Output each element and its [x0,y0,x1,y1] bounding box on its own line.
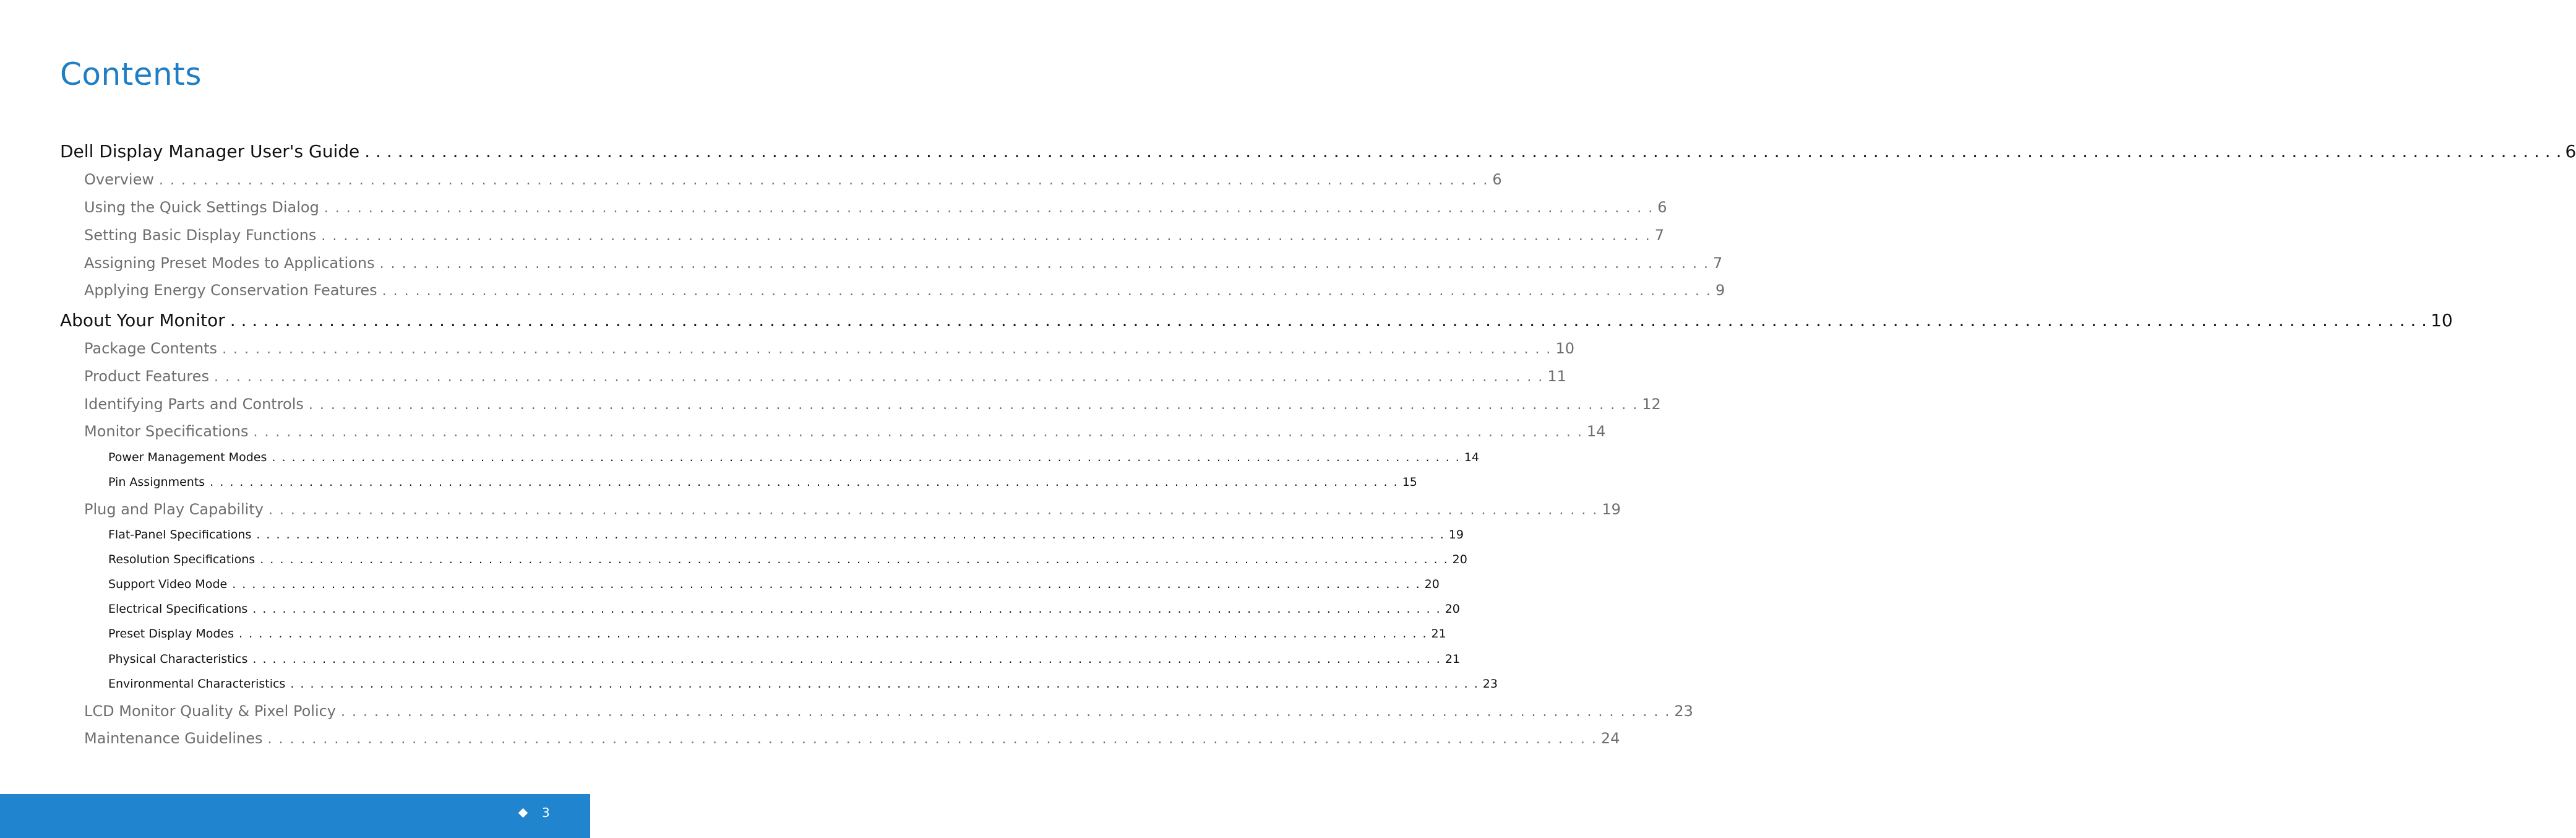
toc-entry[interactable] [84,368,1566,385]
toc-entry[interactable] [84,227,1665,244]
toc-entry[interactable] [108,677,1498,691]
toc-entry[interactable] [108,553,1467,566]
toc-entry-label: Product Features [84,368,209,385]
dot-leader: . . . . . . . . . . . . . . . . . . . . . . . . . . . . . . . . . . . . . . . . . . . . . . . . . . . . . . . . . . . . . . . . . . . . . . . . . . . . . . . . . . . . . . . . . . . . . . . . . . . . . . . . . . . . . . . . . . . . . . . . [210,475,1399,489]
dot-leader: . . . . . . . . . . . . . . . . . . . . . . . . . . . . . . . . . . . . . . . . . . . . . . . . . . . . . . . . . . . . . . . . . . . . . . . . . . . . . . . . . . . . . . . . . . . . . . . . . . . . . . . . . . . . . . . . . . . . . . . . [321,228,1651,244]
toc-entry-page: 23 [1482,677,1498,691]
dot-leader: . . . . . . . . . . . . . . . . . . . . . . . . . . . . . . . . . . . . . . . . . . . . . . . . . . . . . . . . . . . . . . . . . . . . . . . . . . . . . . . . . . . . . . . . . . . . . . . . . . . . . . . . . . . . . . . . . . . . . . . . [341,704,1671,720]
toc-entry-page: 10 [2431,310,2453,330]
toc-entry-label: Power Management Modes [108,451,267,464]
toc-entry-page: 12 [1642,395,1661,413]
toc-entry-page: 21 [1445,652,1461,666]
toc-entry[interactable] [84,171,1502,188]
toc-entry-page: 6 [1657,199,1667,216]
dot-leader: . . . . . . . . . . . . . . . . . . . . . . . . . . . . . . . . . . . . . . . . . . . . . . . . . . . . . . . . . . . . . . . . . . . . . . . . . . . . . . . . . . . . . . . . . . . . . . . . . . . . . . . . . . . . . . . . . . . . . . . . [239,627,1428,641]
toc-entry[interactable] [108,627,1446,641]
toc-entry-page: 6 [2565,141,2576,162]
footer-page-number: 3 [542,805,550,820]
toc-entry[interactable] [108,451,1479,464]
toc-entry[interactable] [108,528,1464,542]
dot-leader: . . . . . . . . . . . . . . . . . . . . . . . . . . . . . . . . . . . . . . . . . . . . . . . . . . . . . . . . . . . . . . . . . . . . . . . . . . . . . . . . . . . . . . . . . . . . . . . . . . . . . . . . . . . . . . . . . . . . . . . . [222,342,1552,357]
toc-entry-page: 7 [1712,254,1723,272]
toc-entry-page: 20 [1445,602,1460,616]
dot-leader: . . . . . . . . . . . . . . . . . . . . . . . . . . . . . . . . . . . . . . . . . . . . . . . . . . . . . . . . . . . . . . . . . . . . . . . . . . . . . . . . . . . . . . . . . . . . . . . . . . . . . . . . . . . . . . . . . . . . . . . . [290,677,1479,691]
toc-entry[interactable] [84,282,1725,299]
dot-leader: . . . . . . . . . . . . . . . . . . . . . . . . . . . . . . . . . . . . . . . . . . . . . . . . . . . . . . . . . . . . . . . . . . . . . . . . . . . . . . . . . . . . . . . . . . . . . . . . . . . . . . . . . . . . . . . . . . . . . . . . [379,256,1709,272]
toc-entry[interactable] [84,340,1574,357]
toc-entry-label: Electrical Specifications [108,602,248,616]
dot-leader: . . . . . . . . . . . . . . . . . . . . . . . . . . . . . . . . . . . . . . . . . . . . . . . . . . . . . . . . . . . . . . . . . . . . . . . . . . . . . . . . . . . . . . . . . . . . . . . . . . . . . . . . . . . . . . . . . . . . . . . . [213,369,1544,385]
dot-leader: . . . . . . . . . . . . . . . . . . . . . . . . . . . . . . . . . . . . . . . . . . . . . . . . . . . . . . . . . . . . . . . . . . . . . . . . . . . . . . . . . . . . . . . . . . . . . . . . . . . . . . . . . . . . . . . . . . . . . . . . [252,652,1441,666]
footer-bar [0,794,590,838]
page-title: Contents [60,56,202,92]
toc-entry-label: Using the Quick Settings Dialog [84,199,319,216]
toc-entry-page: 21 [1431,627,1446,641]
dot-leader: . . . . . . . . . . . . . . . . . . . . . . . . . . . . . . . . . . . . . . . . . . . . . . . . . . . . . . . . . . . . . . . . . . . . . . . . . . . . . . . . . . . . . . . . . . . . . . . . . . . . . . . . . . . . . . . . . . . . . . . . [268,503,1599,518]
toc-entry-page: 24 [1600,730,1620,747]
dot-leader: . . . . . . . . . . . . . . . . . . . . . . . . . . . . . . . . . . . . . . . . . . . . . . . . . . . . . . . . . . . . . . . . . . . . . . . . . . . . . . . . . . . . . . . . . . . . . . . . . . . . . . . . . . . . . . . . . . . . . . . . . . . . . . . . . . . . . . . . . . . . . . . . . . . . . . . . . . . . . . . . . . . . . . . . . . . . . . . . . . . . . . . . . . . . . . . . . . . . . . . . [230,310,2428,330]
toc-entry-label: Applying Energy Conservation Features [84,282,377,299]
toc-entry-page: 19 [1602,501,1621,518]
toc-entry-page: 9 [1715,282,1725,299]
toc-entry[interactable] [84,254,1723,272]
dot-leader: . . . . . . . . . . . . . . . . . . . . . . . . . . . . . . . . . . . . . . . . . . . . . . . . . . . . . . . . . . . . . . . . . . . . . . . . . . . . . . . . . . . . . . . . . . . . . . . . . . . . . . . . . . . . . . . . . . . . . . . . . . . . . . . . . . . . . . . . . . . . . . . . . . . . . . . . . . . . . . . . . . . . . . . . . . . . . . . . . . . . . . . . . . . . . . . . . . . . . . . . [364,141,2562,162]
toc-entry-label: Preset Display Modes [108,627,234,641]
dot-leader: . . . . . . . . . . . . . . . . . . . . . . . . . . . . . . . . . . . . . . . . . . . . . . . . . . . . . . . . . . . . . . . . . . . . . . . . . . . . . . . . . . . . . . . . . . . . . . . . . . . . . . . . . . . . . . . . . . . . . . . . [256,528,1445,542]
toc-entry-page: 7 [1654,227,1665,244]
toc-entry-label: Plug and Play Capability [84,501,264,518]
toc-entry[interactable] [108,652,1461,666]
dot-leader: . . . . . . . . . . . . . . . . . . . . . . . . . . . . . . . . . . . . . . . . . . . . . . . . . . . . . . . . . . . . . . . . . . . . . . . . . . . . . . . . . . . . . . . . . . . . . . . . . . . . . . . . . . . . . . . . . . . . . . . . [272,451,1461,464]
toc-entry-label: Support Video Mode [108,577,228,591]
toc-entry[interactable] [84,395,1661,413]
dot-leader: . . . . . . . . . . . . . . . . . . . . . . . . . . . . . . . . . . . . . . . . . . . . . . . . . . . . . . . . . . . . . . . . . . . . . . . . . . . . . . . . . . . . . . . . . . . . . . . . . . . . . . . . . . . . . . . . . . . . . . . . [252,602,1441,616]
dot-leader: . . . . . . . . . . . . . . . . . . . . . . . . . . . . . . . . . . . . . . . . . . . . . . . . . . . . . . . . . . . . . . . . . . . . . . . . . . . . . . . . . . . . . . . . . . . . . . . . . . . . . . . . . . . . . . . . . . . . . . . . [232,577,1421,591]
toc-entry[interactable] [84,730,1620,747]
toc-entry-page: 20 [1452,553,1467,566]
toc-entry-page: 23 [1674,702,1693,720]
toc-entry[interactable] [108,602,1460,616]
toc-entry-label: LCD Monitor Quality & Pixel Policy [84,702,337,720]
toc-entry-label: Overview [84,171,154,188]
dot-leader: . . . . . . . . . . . . . . . . . . . . . . . . . . . . . . . . . . . . . . . . . . . . . . . . . . . . . . . . . . . . . . . . . . . . . . . . . . . . . . . . . . . . . . . . . . . . . . . . . . . . . . . . . . . . . . . . . . . . . . . . [324,201,1654,216]
toc-entry[interactable] [60,141,2576,162]
toc-entry-label: Identifying Parts and Controls [84,395,304,413]
toc-entry-page: 15 [1402,475,1417,489]
dot-leader: . . . . . . . . . . . . . . . . . . . . . . . . . . . . . . . . . . . . . . . . . . . . . . . . . . . . . . . . . . . . . . . . . . . . . . . . . . . . . . . . . . . . . . . . . . . . . . . . . . . . . . . . . . . . . . . . . . . . . . . . [308,397,1639,413]
toc-entry-page: 11 [1547,368,1566,385]
toc-entry-page: 14 [1464,451,1479,464]
toc-entry-page: 6 [1492,171,1502,188]
toc-entry[interactable] [60,310,2453,330]
toc-entry[interactable] [108,577,1440,591]
toc-entry-label: Physical Characteristics [108,652,248,666]
toc-entry-page: 14 [1586,423,1606,440]
toc-entry-label: Dell Display Manager User's Guide [60,141,360,162]
toc-entry-label: Monitor Specifications [84,423,249,440]
dot-leader: . . . . . . . . . . . . . . . . . . . . . . . . . . . . . . . . . . . . . . . . . . . . . . . . . . . . . . . . . . . . . . . . . . . . . . . . . . . . . . . . . . . . . . . . . . . . . . . . . . . . . . . . . . . . . . . . . . . . . . . . [382,283,1712,299]
toc-entry-label: Environmental Characteristics [108,677,286,691]
toc-entry[interactable] [84,423,1606,440]
toc-entry-page: 20 [1424,577,1440,591]
toc-entry-label: Pin Assignments [108,475,205,489]
toc-entry-label: Assigning Preset Modes to Applications [84,254,375,272]
toc-entry[interactable] [84,501,1621,518]
dot-leader: . . . . . . . . . . . . . . . . . . . . . . . . . . . . . . . . . . . . . . . . . . . . . . . . . . . . . . . . . . . . . . . . . . . . . . . . . . . . . . . . . . . . . . . . . . . . . . . . . . . . . . . . . . . . . . . . . . . . . . . . [159,173,1489,188]
dot-leader: . . . . . . . . . . . . . . . . . . . . . . . . . . . . . . . . . . . . . . . . . . . . . . . . . . . . . . . . . . . . . . . . . . . . . . . . . . . . . . . . . . . . . . . . . . . . . . . . . . . . . . . . . . . . . . . . . . . . . . . . [260,553,1449,566]
toc-entry-page: 10 [1555,340,1574,357]
toc-entry-page: 19 [1448,528,1464,542]
dot-leader: . . . . . . . . . . . . . . . . . . . . . . . . . . . . . . . . . . . . . . . . . . . . . . . . . . . . . . . . . . . . . . . . . . . . . . . . . . . . . . . . . . . . . . . . . . . . . . . . . . . . . . . . . . . . . . . . . . . . . . . . [267,732,1597,747]
toc-entry-label: Package Contents [84,340,218,357]
toc-entry-label: Flat-Panel Specifications [108,528,252,542]
toc-entry[interactable] [84,702,1693,720]
toc-entry[interactable] [84,199,1667,216]
dot-leader: . . . . . . . . . . . . . . . . . . . . . . . . . . . . . . . . . . . . . . . . . . . . . . . . . . . . . . . . . . . . . . . . . . . . . . . . . . . . . . . . . . . . . . . . . . . . . . . . . . . . . . . . . . . . . . . . . . . . . . . . [253,425,1583,440]
toc-entry[interactable] [108,475,1417,489]
toc-entry-label: About Your Monitor [60,310,225,330]
toc-entry-label: Maintenance Guidelines [84,730,263,747]
toc-entry-label: Resolution Specifications [108,553,255,566]
toc-entry-label: Setting Basic Display Functions [84,227,317,244]
